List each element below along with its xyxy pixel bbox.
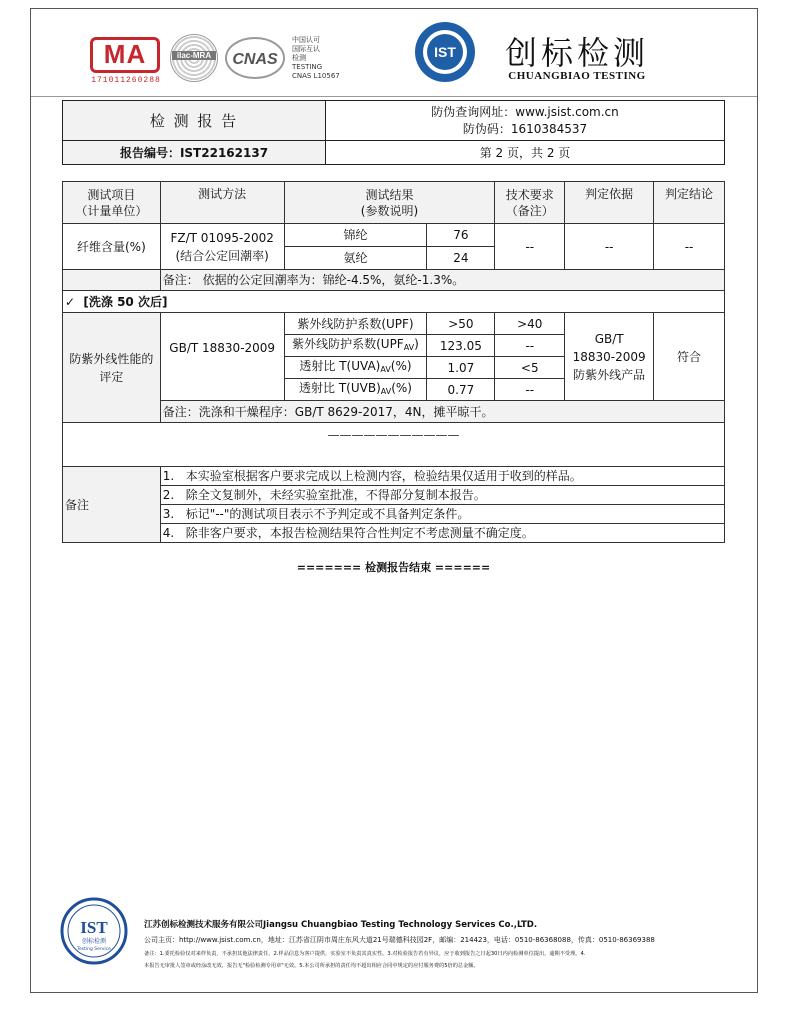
cnas-line: 检测 xyxy=(292,54,306,62)
remark-num: 4. xyxy=(162,526,175,540)
remark-item xyxy=(160,524,724,543)
fiber-note: 备注： 依据的公定回潮率为：锦纶-4.5%，氨纶-1.3%。 xyxy=(160,270,724,291)
uv-param-sub: AV xyxy=(380,386,392,396)
svg-text:CNAS: CNAS xyxy=(232,51,278,68)
remarks-label: 备注 xyxy=(63,467,161,543)
footer-company: 江苏创标检测技术服务有限公司Jiangsu Chuangbiao Testing Technology Services Co.,LTD. xyxy=(144,920,538,930)
fiber-name: 氨纶 xyxy=(284,247,427,270)
remark-row xyxy=(63,486,725,505)
svg-text:创标检测: 创标检测 xyxy=(81,938,107,945)
remark-item xyxy=(160,505,724,524)
cnas-accreditation-text xyxy=(292,36,352,81)
uv-method: GB/T 18830-2009 xyxy=(160,313,284,401)
svg-text:IST: IST xyxy=(80,918,108,937)
header-row xyxy=(63,182,725,224)
results-table xyxy=(62,181,725,543)
uv-param-sub: AV xyxy=(403,342,415,352)
fiber-method-std: FZ/T 01095-2002 xyxy=(170,230,274,245)
uv-requirement: >40 xyxy=(495,313,565,335)
uv-row xyxy=(63,313,725,335)
uv-requirement: -- xyxy=(495,379,565,401)
uv-param xyxy=(284,313,427,335)
report-end-line: ======= 检测报告结束 ====== xyxy=(296,561,491,574)
remark-row xyxy=(63,467,725,486)
uv-item-line2: 评定 xyxy=(99,369,124,384)
uv-basis xyxy=(565,313,654,401)
header-divider xyxy=(31,96,757,97)
verify-info xyxy=(326,101,725,141)
remark-item xyxy=(160,467,724,486)
uv-param-suffix: (%) xyxy=(390,358,412,373)
uv-note: 备注：洗涤和干燥程序：GB/T 8629-2017，4N，摊平晾干。 xyxy=(160,401,724,423)
blank-row xyxy=(63,423,725,467)
uv-requirement: -- xyxy=(495,335,565,357)
fiber-requirement: -- xyxy=(495,224,565,270)
header-req-sub: （备注） xyxy=(505,203,554,218)
remark-row xyxy=(63,505,725,524)
fiber-basis: -- xyxy=(565,224,654,270)
wash-cycles-label: [洗涤 50 次后] xyxy=(83,294,168,309)
fiber-name: 锦纶 xyxy=(284,224,427,247)
fiber-item: 纤维含量(%) xyxy=(63,224,161,270)
uv-param-suffix: ) xyxy=(414,336,419,351)
uv-value: 1.07 xyxy=(427,357,495,379)
remark-row xyxy=(63,524,725,543)
remark-num: 1. xyxy=(162,469,175,483)
header-conclusion: 判定结论 xyxy=(654,182,725,224)
fiber-method-note: (结合公定回潮率) xyxy=(175,248,269,263)
uv-param-name: 透射比 T(UVB) xyxy=(299,380,381,395)
uv-conclusion: 符合 xyxy=(654,313,725,401)
fiber-conclusion: -- xyxy=(654,224,725,270)
uv-basis-line3: 防紫外线产品 xyxy=(573,367,646,382)
fiber-value: 24 xyxy=(427,247,495,270)
header-result xyxy=(284,182,495,224)
cnas-line: TESTING xyxy=(292,63,323,71)
uv-param-name: 紫外线防护系数(UPF) xyxy=(297,316,414,331)
header-item-label: 测试项目 xyxy=(87,187,136,202)
header-req-label: 技术要求 xyxy=(505,187,554,202)
header-requirement xyxy=(495,182,565,224)
header-method: 测试方法 xyxy=(160,182,284,224)
footer-contact: 公司主页：http://www.jsist.com.cn，地址：江苏省江阴市周庄东风大道21号瑞德科技园2F，邮编：214423，电话：0510-86368088，传真：0510-86369388 xyxy=(144,936,655,944)
header-result-sub: (参数说明) xyxy=(360,203,419,218)
remark-num: 3. xyxy=(162,507,175,521)
report-number: 报告编号：IST22162137 xyxy=(63,141,326,165)
wash-row xyxy=(63,291,725,313)
uv-note-row xyxy=(63,401,725,423)
svg-text:Testing Service: Testing Service xyxy=(77,947,111,952)
fiber-value: 76 xyxy=(427,224,495,247)
svg-text:IST: IST xyxy=(434,44,456,60)
uv-item-line1: 防紫外线性能的 xyxy=(69,351,154,366)
header-item xyxy=(63,182,161,224)
uv-param xyxy=(284,379,427,401)
header-basis: 判定依据 xyxy=(565,182,654,224)
footer-note-line1: 备注：1.委托检验仅对来样负责，不承担其他法律责任。2.样品信息为客户提供，实验室不负责其真实性。3.对检验报告若有异议，应于收到报告之日起30日内向检测单位提出，逾期不受理。4. xyxy=(144,951,586,957)
uv-basis-line2: 18830-2009 xyxy=(572,349,646,364)
header-result-label: 测试结果 xyxy=(365,187,414,202)
remark-text: 除全文复制外，未经实验室批准，不得部分复制本报告。 xyxy=(185,488,486,502)
ilac-mra-text: ilac-MRA xyxy=(172,51,216,60)
remark-text: 除非客户要求，本报告检测结果符合性判定不考虑测量不确定度。 xyxy=(185,526,534,540)
cma-number: 171011260288 xyxy=(91,76,161,85)
header-item-sub: （计量单位） xyxy=(75,203,148,218)
brand-name-en: CHUANGBIAO TESTING xyxy=(508,70,646,82)
uv-param-name: 紫外线防护系数(UPF xyxy=(292,336,404,351)
uv-param-sub: AV xyxy=(380,364,391,374)
anti-fake-code: 防伪码：1610384537 xyxy=(462,121,588,136)
uv-param xyxy=(284,357,427,379)
uv-value: 123.05 xyxy=(427,335,495,357)
uv-requirement: <5 xyxy=(495,357,565,379)
report-title: 检 测 报 告 xyxy=(63,101,326,141)
remark-item xyxy=(160,486,724,505)
check-icon: ✓ xyxy=(65,294,76,309)
blank-dash: ——————————— xyxy=(63,423,725,467)
report-header-table xyxy=(62,100,725,165)
wash-label xyxy=(63,291,725,313)
brand-name-cn: 创标检测 xyxy=(504,34,649,72)
cma-logo: MA xyxy=(90,37,160,73)
page-indicator: 第 2 页，共 2 页 xyxy=(326,141,725,165)
remark-text: 本实验室根据客户要求完成以上检测内容，检验结果仅适用于收到的样品。 xyxy=(185,469,582,483)
footer-ist-seal xyxy=(60,897,128,965)
cnas-line: 国际互认 xyxy=(292,45,320,53)
uv-param-suffix: (%) xyxy=(391,380,412,395)
fiber-note-row xyxy=(63,270,725,291)
remark-text: 标记"--"的测试项目表示不予判定或不具备判定条件。 xyxy=(185,507,470,521)
cnas-line: CNAS L10567 xyxy=(292,72,340,80)
uv-param xyxy=(284,335,427,357)
fiber-method xyxy=(160,224,284,270)
uv-param-name: 透射比 T(UVA) xyxy=(299,358,381,373)
uv-value: >50 xyxy=(427,313,495,335)
fiber-note-blank xyxy=(63,270,161,291)
cnas-line: 中国认可 xyxy=(292,36,320,44)
verify-url: 防伪查询网址：www.jsist.com.cn xyxy=(431,104,619,119)
fiber-row xyxy=(63,224,725,247)
uv-value: 0.77 xyxy=(427,379,495,401)
uv-basis-line1: GB/T xyxy=(594,331,624,346)
uv-item xyxy=(63,313,161,423)
remark-num: 2. xyxy=(162,488,175,502)
ist-gear-logo xyxy=(413,20,477,84)
cnas-logo xyxy=(224,34,286,82)
footer-note-line2: 本报告无审批人签章或经涂改无效，报告无"检验检测专用章"无效。5.本公司所承担的责任均不超出相应合同中规定的应付服务费的5倍的总金额。 xyxy=(144,963,479,969)
